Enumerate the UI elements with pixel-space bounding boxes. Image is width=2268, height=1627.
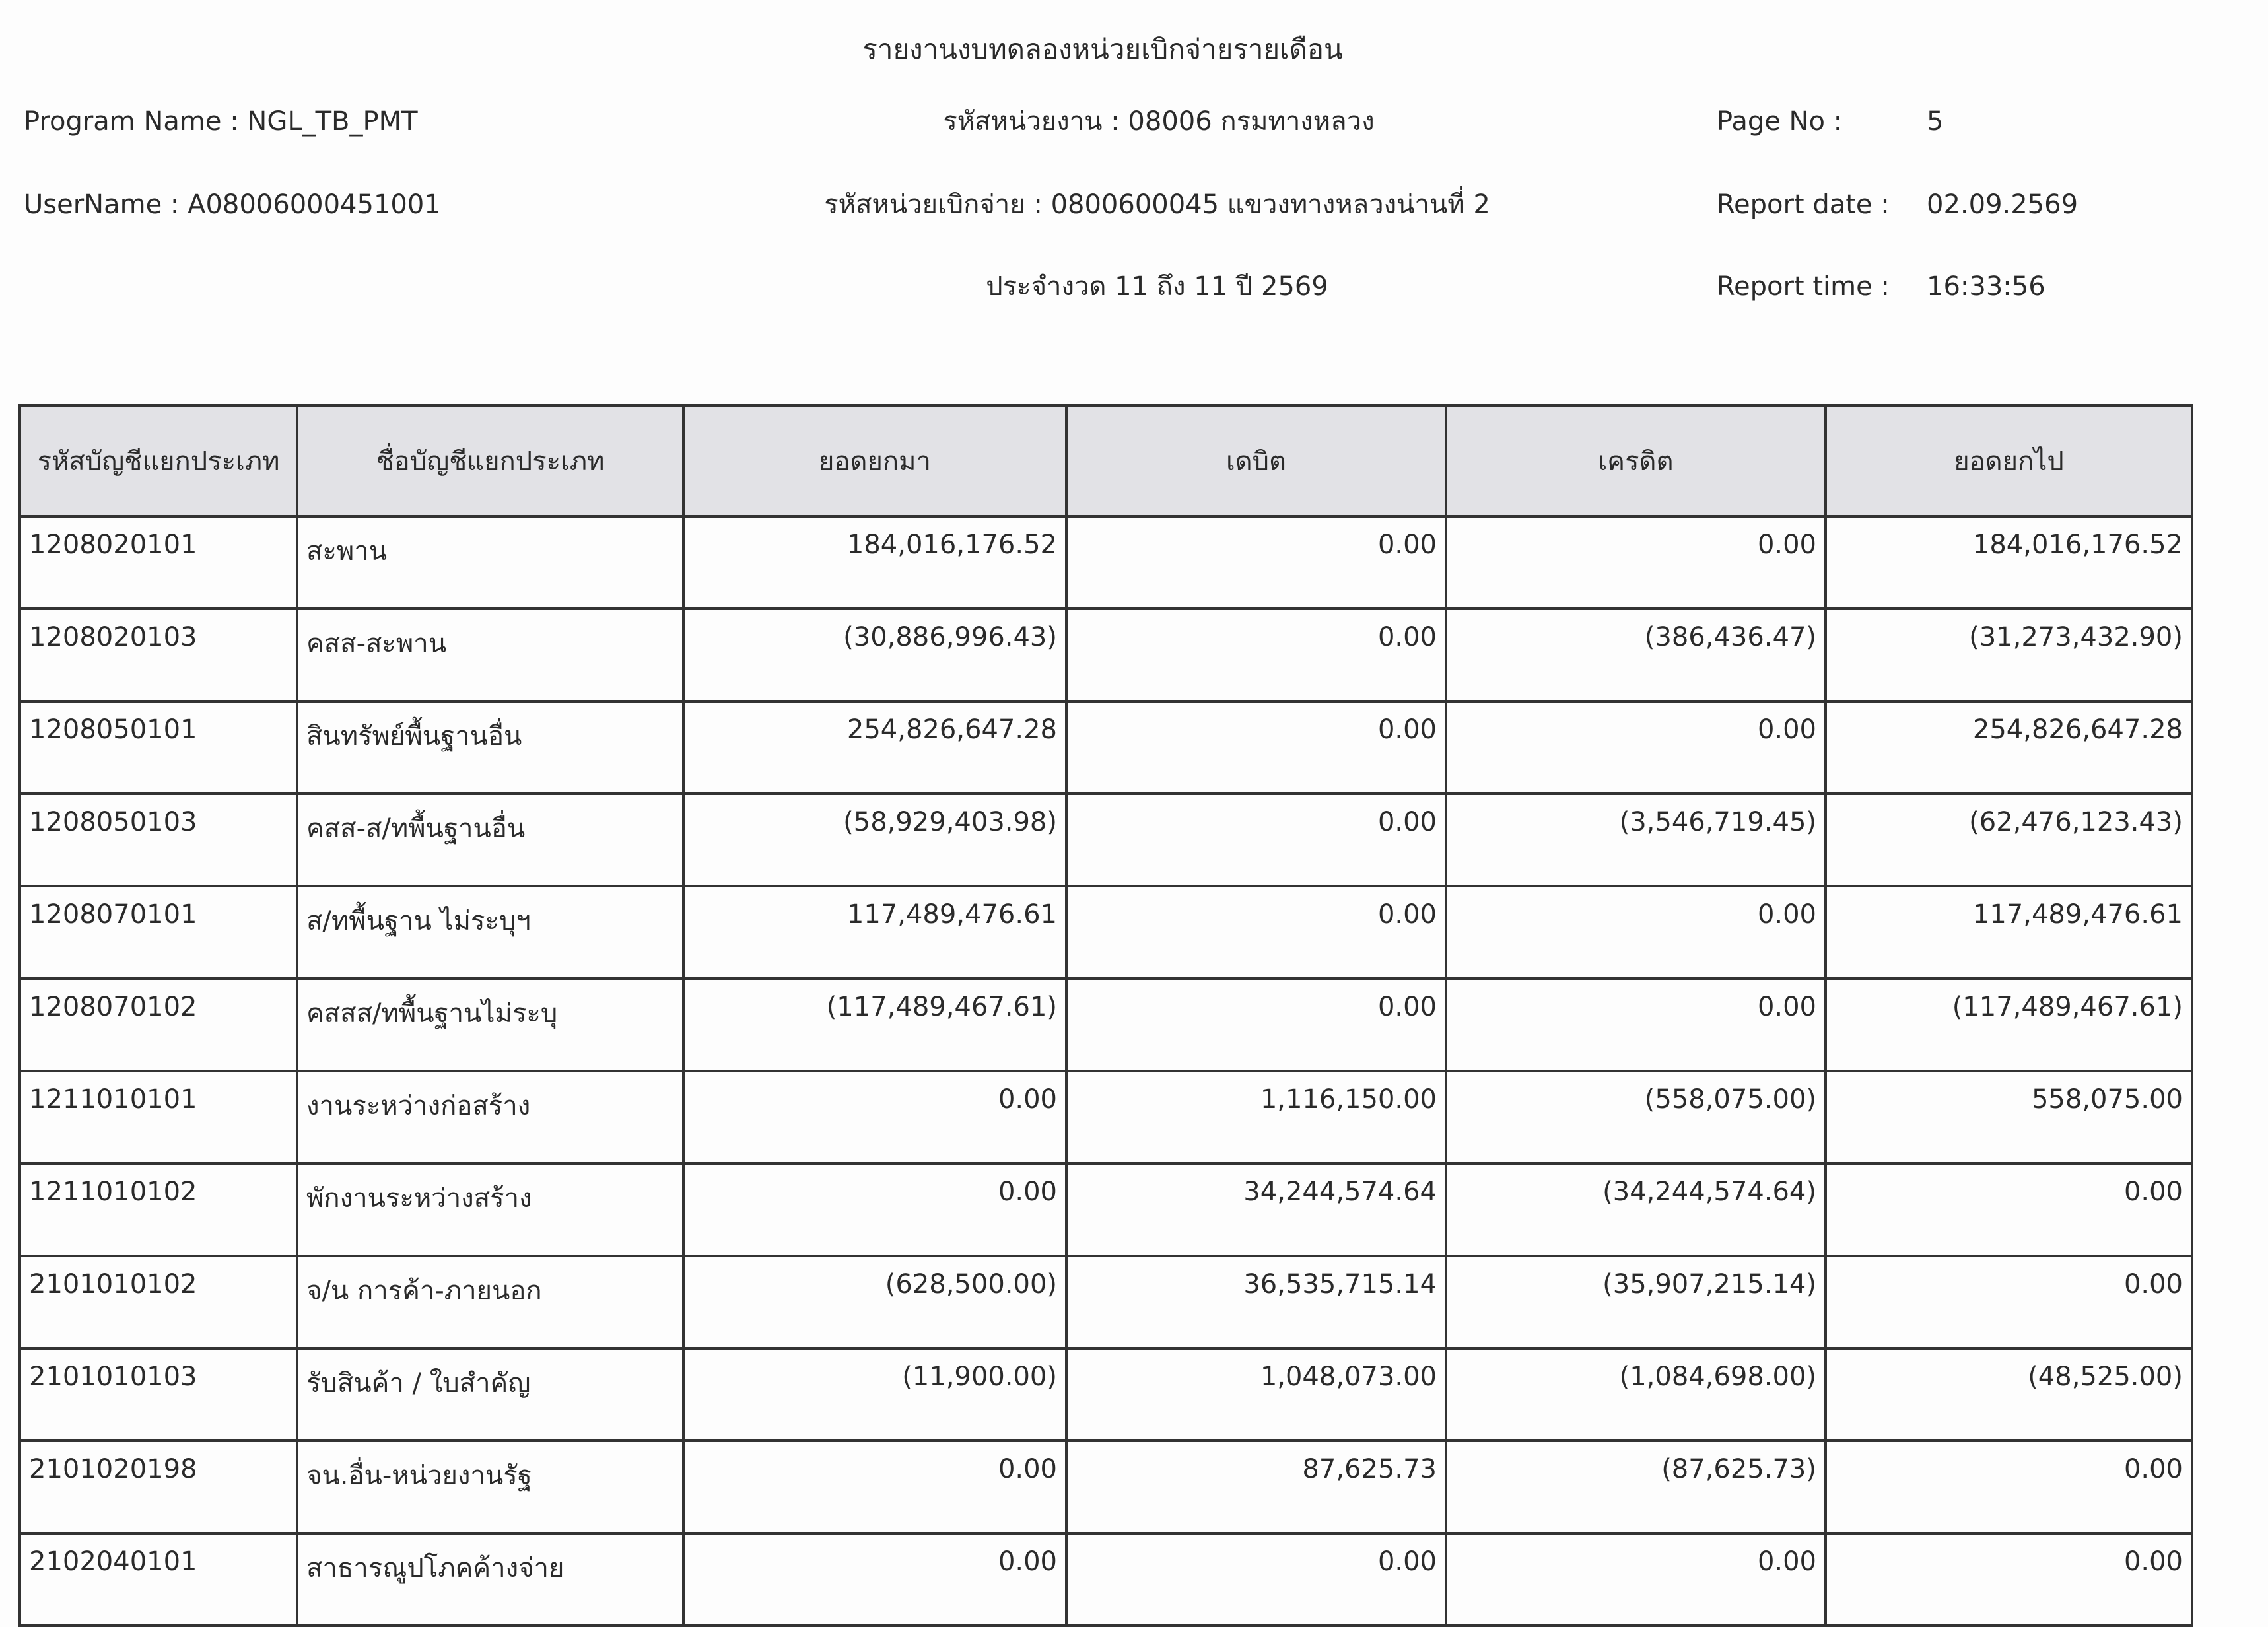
cell-carried-forward: 184,016,176.52 [1826, 516, 2192, 609]
column-header-account-name: ชื่อบัญชีแยกประเภท [297, 405, 683, 516]
cell-account-code: 2101020198 [20, 1441, 297, 1533]
cell-account-code: 1211010102 [20, 1163, 297, 1256]
ledger-table [18, 404, 2193, 1627]
table-row [20, 1533, 2192, 1626]
username: UserName : A08006000451001 [24, 190, 441, 220]
column-header-brought-forward: ยอดยกมา [683, 405, 1066, 516]
cell-carried-forward: (62,476,123.43) [1826, 794, 2192, 886]
cell-account-code: 1208050101 [20, 701, 297, 794]
cell-debit: 0.00 [1066, 886, 1446, 979]
cell-brought-forward: 0.00 [683, 1533, 1066, 1626]
page-no-label: Page No : [1717, 106, 1843, 137]
cell-debit: 0.00 [1066, 794, 1446, 886]
cell-account-name: จน.อื่น-หน่วยงานรัฐ [297, 1441, 683, 1533]
cell-credit: (34,244,574.64) [1446, 1163, 1826, 1256]
cell-credit: 0.00 [1446, 516, 1826, 609]
column-header-carried-forward: ยอดยกไป [1826, 405, 2192, 516]
cell-account-code: 1208070102 [20, 979, 297, 1071]
cell-account-name: สะพาน [297, 516, 683, 609]
cell-brought-forward: (628,500.00) [683, 1256, 1066, 1348]
program-name: Program Name : NGL_TB_PMT [24, 106, 418, 137]
cell-debit: 36,535,715.14 [1066, 1256, 1446, 1348]
cell-brought-forward: (30,886,996.43) [683, 609, 1066, 701]
disbursement-unit-code: รหัสหน่วยเบิกจ่าย : 0800600045 แขวงทางหลวงน่านที่ 2 [824, 190, 1490, 220]
cell-debit: 87,625.73 [1066, 1441, 1446, 1533]
cell-debit: 0.00 [1066, 979, 1446, 1071]
cell-debit: 0.00 [1066, 609, 1446, 701]
table-row [20, 609, 2192, 701]
cell-carried-forward: 0.00 [1826, 1441, 2192, 1533]
cell-account-code: 1208020101 [20, 516, 297, 609]
cell-account-name: จ/น การค้า-ภายนอก [297, 1256, 683, 1348]
cell-debit: 34,244,574.64 [1066, 1163, 1446, 1256]
report-time-value: 16:33:56 [1927, 271, 2045, 302]
cell-account-name: ส/ทพื้นฐาน ไม่ระบุฯ [297, 886, 683, 979]
cell-brought-forward: 0.00 [683, 1071, 1066, 1163]
department-code: รหัสหน่วยงาน : 08006 กรมทางหลวง [943, 106, 1375, 137]
cell-brought-forward: 0.00 [683, 1163, 1066, 1256]
cell-account-code: 1208050103 [20, 794, 297, 886]
cell-account-name: สินทรัพย์พื้นฐานอื่น [297, 701, 683, 794]
column-header-debit: เดบิต [1066, 405, 1446, 516]
report-date-value: 02.09.2569 [1927, 190, 2079, 220]
column-header-account-code: รหัสบัญชีแยกประเภท [20, 405, 297, 516]
report-period: ประจำงวด 11 ถึง 11 ปี 2569 [986, 271, 1328, 302]
cell-credit: (3,546,719.45) [1446, 794, 1826, 886]
table-row [20, 1256, 2192, 1348]
cell-account-name: คสสส/ทพื้นฐานไม่ระบุ [297, 979, 683, 1071]
cell-account-code: 2101010103 [20, 1348, 297, 1441]
cell-account-name: สาธารณูปโภคค้างจ่าย [297, 1533, 683, 1626]
cell-carried-forward: (31,273,432.90) [1826, 609, 2192, 701]
table-row [20, 701, 2192, 794]
cell-carried-forward: 254,826,647.28 [1826, 701, 2192, 794]
cell-account-code: 1208070101 [20, 886, 297, 979]
cell-credit: (1,084,698.00) [1446, 1348, 1826, 1441]
cell-carried-forward: 558,075.00 [1826, 1071, 2192, 1163]
cell-carried-forward: (117,489,467.61) [1826, 979, 2192, 1071]
table-row [20, 1348, 2192, 1441]
cell-brought-forward: 0.00 [683, 1441, 1066, 1533]
cell-credit: (87,625.73) [1446, 1441, 1826, 1533]
cell-debit: 1,116,150.00 [1066, 1071, 1446, 1163]
cell-account-code: 1208020103 [20, 609, 297, 701]
cell-debit: 0.00 [1066, 1533, 1446, 1626]
cell-carried-forward: 0.00 [1826, 1256, 2192, 1348]
cell-account-name: คสส-สะพาน [297, 609, 683, 701]
cell-debit: 1,048,073.00 [1066, 1348, 1446, 1441]
cell-carried-forward: 0.00 [1826, 1163, 2192, 1256]
cell-credit: (35,907,215.14) [1446, 1256, 1826, 1348]
ledger-body [20, 516, 2192, 1626]
table-row [20, 979, 2192, 1071]
cell-account-name: พักงานระหว่างสร้าง [297, 1163, 683, 1256]
cell-carried-forward: (48,525.00) [1826, 1348, 2192, 1441]
cell-credit: (386,436.47) [1446, 609, 1826, 701]
table-header-row [20, 405, 2192, 516]
cell-credit: 0.00 [1446, 701, 1826, 794]
cell-account-name: คสส-ส/ทพื้นฐานอื่น [297, 794, 683, 886]
cell-credit: (558,075.00) [1446, 1071, 1826, 1163]
cell-account-name: งานระหว่างก่อสร้าง [297, 1071, 683, 1163]
cell-credit: 0.00 [1446, 979, 1826, 1071]
cell-debit: 0.00 [1066, 516, 1446, 609]
table-row [20, 1163, 2192, 1256]
cell-brought-forward: 254,826,647.28 [683, 701, 1066, 794]
column-header-credit: เครดิต [1446, 405, 1826, 516]
cell-account-code: 1211010101 [20, 1071, 297, 1163]
table-row [20, 1441, 2192, 1533]
report-title: รายงานงบทดลองหน่วยเบิกจ่ายรายเดือน [862, 33, 1343, 65]
cell-carried-forward: 117,489,476.61 [1826, 886, 2192, 979]
cell-brought-forward: (58,929,403.98) [683, 794, 1066, 886]
report-time-label: Report time : [1717, 271, 1890, 302]
cell-account-name: รับสินค้า / ใบสำคัญ [297, 1348, 683, 1441]
cell-brought-forward: 117,489,476.61 [683, 886, 1066, 979]
cell-brought-forward: (11,900.00) [683, 1348, 1066, 1441]
cell-carried-forward: 0.00 [1826, 1533, 2192, 1626]
table-row [20, 886, 2192, 979]
cell-credit: 0.00 [1446, 1533, 1826, 1626]
report-date-label: Report date : [1717, 190, 1890, 220]
table-row [20, 1071, 2192, 1163]
page-no-value: 5 [1927, 106, 1944, 137]
cell-brought-forward: (117,489,467.61) [683, 979, 1066, 1071]
cell-debit: 0.00 [1066, 701, 1446, 794]
table-row [20, 794, 2192, 886]
cell-account-code: 2101010102 [20, 1256, 297, 1348]
cell-account-code: 2102040101 [20, 1533, 297, 1626]
cell-credit: 0.00 [1446, 886, 1826, 979]
cell-brought-forward: 184,016,176.52 [683, 516, 1066, 609]
table-row [20, 516, 2192, 609]
